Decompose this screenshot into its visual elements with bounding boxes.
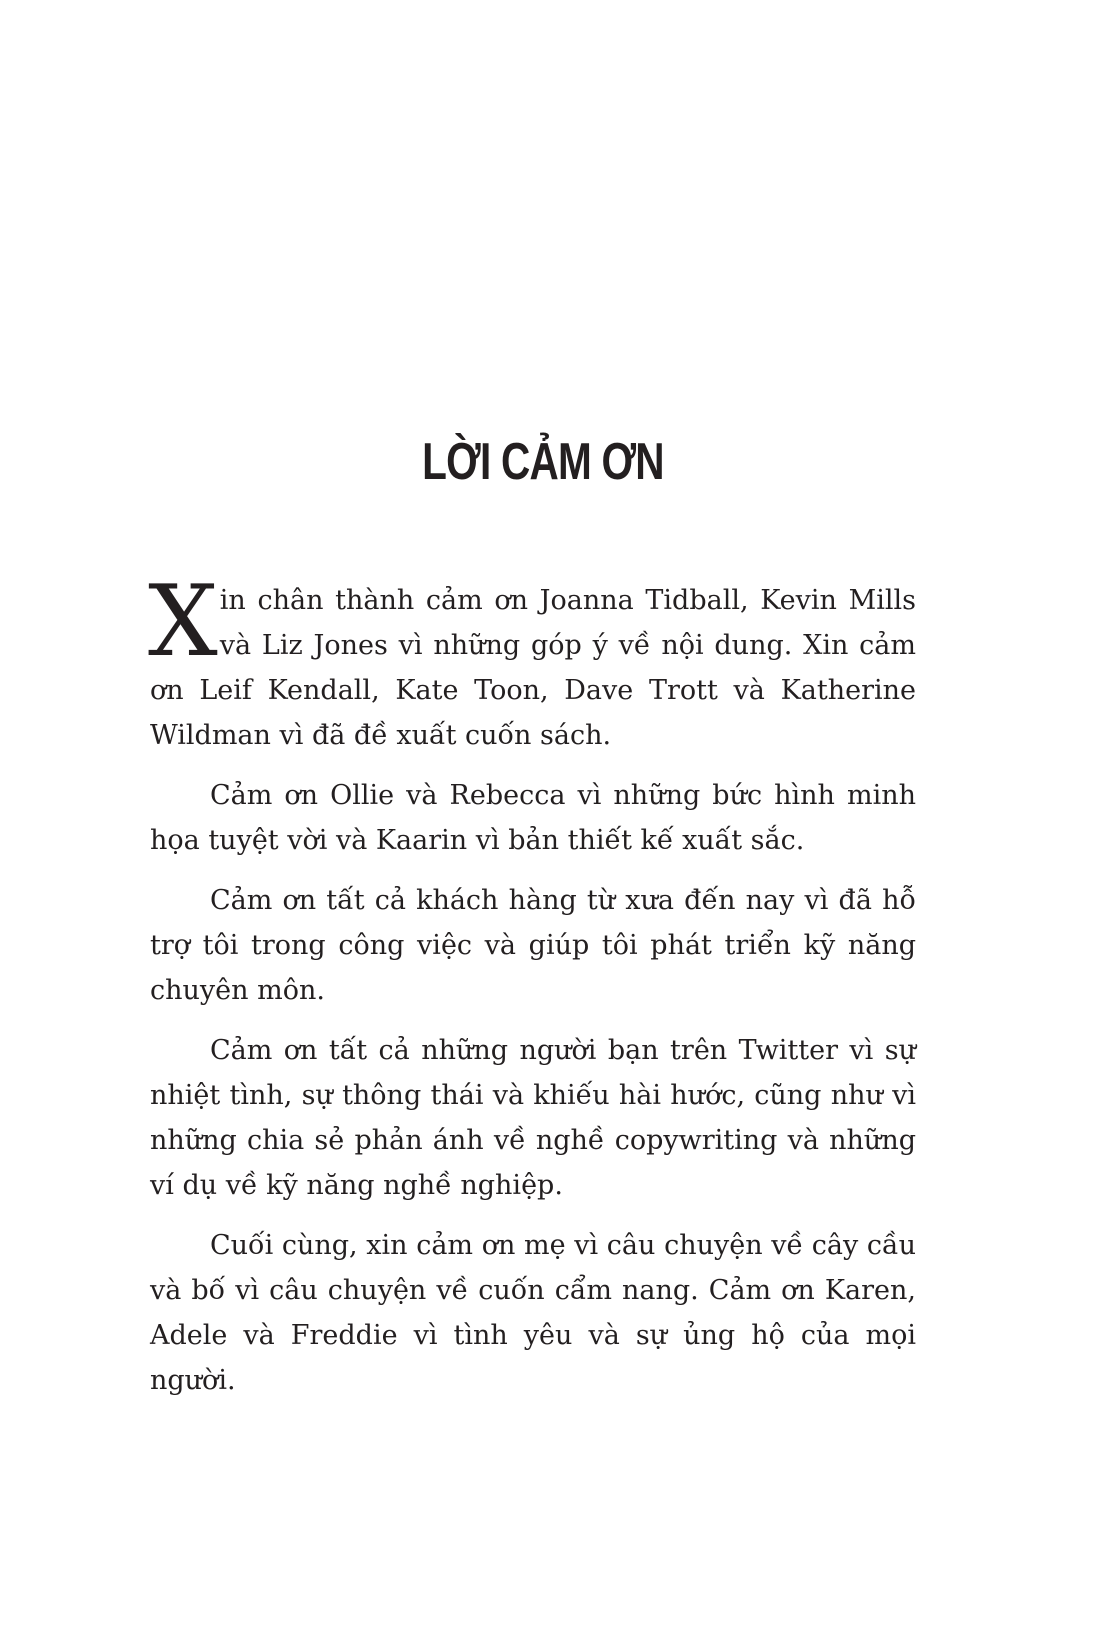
paragraph-4: Cảm ơn tất cả những người bạn trên Twitter vì sự nhiệt tình, sự thông thái và khiếu hài hước, cũng như vì những chia sẻ phản ánh về nghề copywriting và những ví dụ về kỹ năng nghề nghiệp. [150,1035,916,1201]
paragraph-2: Cảm ơn Ollie và Rebecca vì những bức hình minh họa tuyệt vời và Kaarin vì bản thiết kế xuất sắc. [150,780,916,856]
paragraph-1 [148,565,916,758]
paragraph-3: Cảm ơn tất cả khách hàng từ xưa đến nay vì đã hỗ trợ tôi trong công việc và giúp tôi phát triển kỹ năng chuyên môn. [150,885,916,1006]
acknowledgements-body [148,565,916,1418]
paragraph-1-text: in chân thành cảm ơn Joanna Tidball, Kevin Mills và Liz Jones vì những góp ý về nội dung. Xin cảm ơn Leif Kendall, Kate Toon, Dave Trott và Katherine Wildman vì đã đề xuất cuốn sách. [150,585,916,751]
drop-cap: X [148,565,218,679]
page-title: LỜI CẢM ƠN [422,432,664,491]
paragraph-5: Cuối cùng, xin cảm ơn mẹ vì câu chuyện về cây cầu và bố vì câu chuyện về cuốn cẩm nang. Cảm ơn Karen, Adele và Freddie vì tình yêu và sự ủng hộ của mọi người. [150,1230,916,1396]
